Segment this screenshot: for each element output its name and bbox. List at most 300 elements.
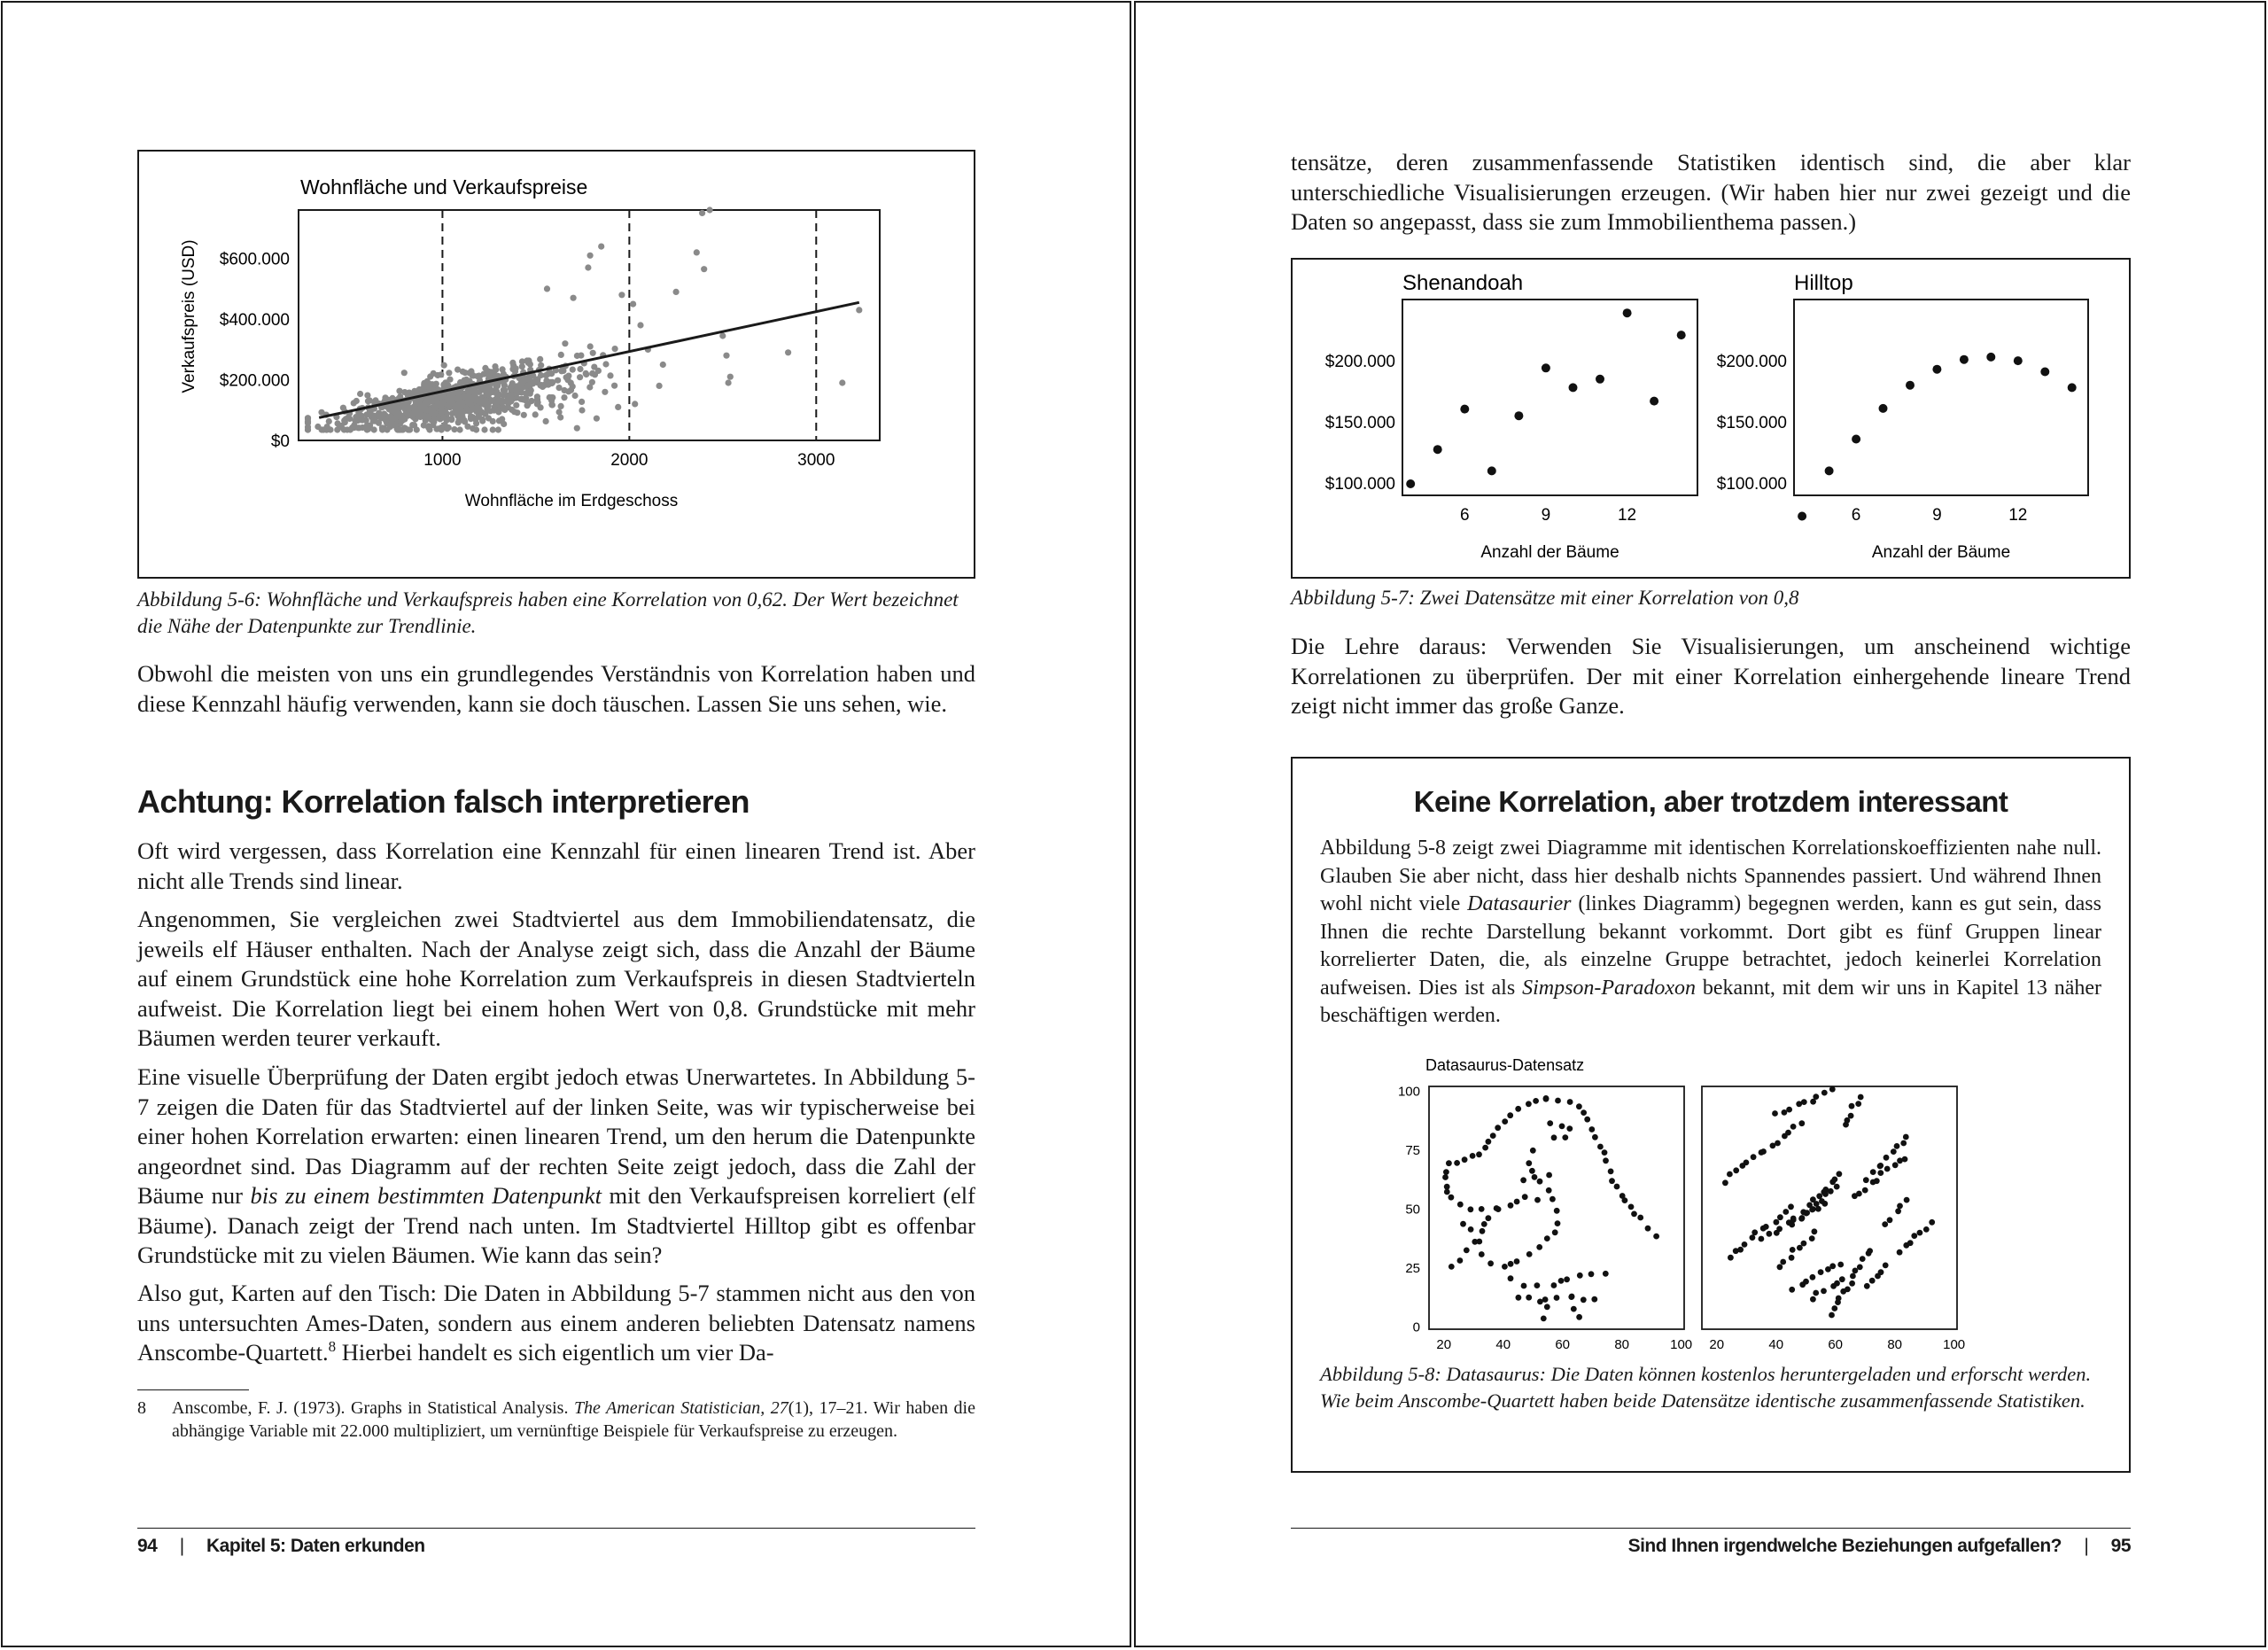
data-point — [509, 360, 516, 366]
data-point — [1487, 1260, 1494, 1266]
data-point — [470, 414, 476, 420]
data-point — [1468, 1206, 1474, 1212]
data-point — [450, 394, 456, 401]
data-point — [1547, 1120, 1553, 1126]
data-point — [1520, 1177, 1526, 1183]
data-point — [1470, 1153, 1476, 1159]
data-point — [544, 285, 550, 292]
y-tick-label: $200.000 — [219, 371, 290, 391]
data-point — [1790, 1247, 1796, 1253]
data-point — [1576, 1314, 1582, 1320]
data-point — [495, 409, 501, 415]
text-run: Abbildung 5-8 zeigt zwei Diagramme mit identischen Korrelationskoeffizienten nahe null. Glauben Sie aber nicht, dass hier deshalb nichts Spannendes passiert. Und während Ihnen wohl nicht viele — [1320, 837, 2101, 915]
data-point — [473, 420, 479, 426]
x-axis-label: Anzahl der Bäume — [1480, 543, 1619, 562]
data-point — [1727, 1171, 1733, 1178]
data-point — [1576, 1103, 1582, 1109]
data-point — [1801, 1099, 1807, 1105]
y-axis-label: Verkaufspreis (USD) — [180, 239, 198, 393]
data-point — [1780, 1259, 1786, 1265]
data-point — [568, 387, 574, 393]
y-tick-label: 100 — [1397, 1084, 1420, 1100]
chapter-title: Kapitel 5: Daten erkunden — [206, 1536, 425, 1556]
text-run: (1), 17–21. Wir haben die abhängige Variable mit 22.000 multipliziert, um vernünftige Beispiele für Verkaufspreise zu erzeugen. — [172, 1398, 975, 1441]
data-point — [532, 411, 539, 417]
data-point — [1581, 1109, 1587, 1116]
data-point — [491, 369, 497, 375]
data-point — [524, 376, 531, 382]
paragraph-lesson: Die Lehre daraus: Verwenden Sie Visualisierungen, um anscheinend wichtige Korrelationen zu überprüfen. Der mit einer Korrelation einhergehende lineare Trend zeigt nicht immer das große Ganze. — [1291, 633, 2131, 719]
x-tick-label: 12 — [2008, 506, 2028, 525]
data-point — [1831, 1305, 1837, 1311]
data-point — [585, 264, 591, 270]
data-point — [1602, 1149, 1608, 1156]
data-point — [1544, 1235, 1550, 1241]
data-point — [1442, 1174, 1449, 1180]
data-point — [1546, 1187, 1552, 1194]
data-point — [396, 388, 402, 394]
data-point — [455, 401, 462, 407]
data-point — [1550, 1196, 1556, 1202]
data-point — [1801, 1241, 1807, 1247]
data-point — [1858, 1094, 1864, 1101]
data-point — [719, 332, 726, 339]
data-point — [1836, 1296, 1842, 1302]
data-point — [1637, 1215, 1643, 1221]
data-point — [538, 362, 544, 369]
data-point — [1508, 1275, 1514, 1281]
data-point — [501, 392, 507, 398]
data-point — [522, 397, 528, 403]
data-point — [1460, 405, 1469, 414]
data-point — [1897, 1249, 1903, 1256]
data-point — [1750, 1234, 1756, 1241]
data-point — [1588, 1271, 1595, 1277]
data-point — [618, 292, 625, 298]
data-point — [1813, 1094, 1819, 1100]
data-point — [1444, 1184, 1450, 1190]
data-point — [1554, 1208, 1560, 1214]
data-point — [1494, 1205, 1500, 1211]
data-point — [1874, 1178, 1880, 1184]
data-point — [440, 415, 447, 421]
y-tick-label: $150.000 — [1324, 414, 1395, 433]
data-point — [1502, 1118, 1508, 1125]
data-point — [1486, 1139, 1492, 1145]
data-point — [1515, 1106, 1521, 1112]
data-point — [558, 352, 564, 358]
data-point — [1592, 1134, 1598, 1140]
data-point — [351, 400, 357, 406]
data-point — [435, 401, 441, 407]
data-point — [1960, 355, 1969, 364]
data-point — [589, 379, 595, 385]
data-point — [1487, 466, 1496, 475]
data-point — [472, 395, 478, 401]
data-point — [1863, 1177, 1869, 1183]
data-point — [471, 390, 478, 396]
data-point — [1799, 1215, 1806, 1221]
data-point — [431, 417, 437, 424]
data-point — [535, 400, 541, 406]
x-tick-label: 6 — [1459, 506, 1470, 525]
data-point — [699, 210, 705, 216]
data-point — [2068, 383, 2077, 392]
data-point — [1537, 1179, 1543, 1185]
emphasis: The American Statistician, 27 — [573, 1398, 788, 1418]
data-point — [1759, 1236, 1765, 1242]
data-point — [315, 424, 321, 430]
data-point — [1810, 1274, 1816, 1280]
data-point — [509, 366, 516, 372]
data-point — [1760, 1148, 1767, 1155]
data-point — [1603, 1271, 1609, 1277]
data-point — [1879, 404, 1888, 413]
data-point — [611, 383, 617, 389]
figure-5-6-chart — [139, 152, 974, 577]
plot-frame — [1702, 1086, 1957, 1329]
y-tick-label: $150.000 — [1716, 414, 1787, 433]
data-point — [528, 387, 534, 393]
data-point — [1776, 1226, 1783, 1232]
x-tick-label: 100 — [1943, 1337, 1966, 1350]
data-point — [386, 406, 392, 412]
data-point — [612, 346, 618, 352]
data-point — [1900, 1140, 1907, 1147]
data-point — [441, 362, 447, 369]
data-point — [482, 397, 488, 403]
data-point — [457, 426, 463, 432]
data-point — [1526, 1295, 1532, 1301]
data-point — [1786, 1107, 1792, 1113]
data-point — [1869, 1278, 1876, 1284]
data-point — [500, 404, 506, 410]
data-point — [1628, 1204, 1635, 1210]
data-point — [1809, 1207, 1815, 1213]
data-point — [1809, 1235, 1815, 1241]
data-point — [1597, 1144, 1604, 1150]
y-tick-label: $200.000 — [1324, 353, 1395, 372]
data-point — [447, 377, 453, 383]
x-tick-label: 80 — [1887, 1337, 1903, 1350]
data-point — [545, 371, 551, 377]
data-point — [1543, 1095, 1550, 1101]
data-point — [1559, 1124, 1565, 1130]
data-point — [1932, 365, 1941, 374]
data-point — [1887, 1217, 1893, 1223]
data-point — [561, 394, 567, 401]
figure-5-7 — [1291, 258, 2131, 579]
data-point — [1502, 1264, 1508, 1270]
data-point — [1522, 1194, 1528, 1200]
section-heading: Achtung: Korrelation falsch interpretieren — [137, 783, 750, 820]
data-point — [440, 400, 447, 406]
data-point — [1551, 1134, 1557, 1140]
data-point — [1541, 1316, 1547, 1322]
data-point — [574, 425, 580, 432]
sidebar-title: Keine Korrelation, aber trotzdem interessant — [1413, 785, 2008, 818]
data-point — [1481, 1221, 1487, 1227]
paragraph-intro: Obwohl die meisten von uns ein grundlegendes Verständnis von Korrelation haben und diese Kennzahl häufig verwenden, kann sie doch täuschen. Lassen Sie uns sehen, wie. — [137, 660, 975, 717]
data-point — [1839, 1276, 1845, 1282]
data-point — [1829, 1263, 1836, 1269]
data-point — [1864, 1283, 1870, 1289]
data-point — [421, 385, 427, 391]
data-point — [1774, 1219, 1780, 1226]
data-point — [519, 363, 525, 370]
data-point — [357, 391, 363, 397]
data-point — [379, 426, 385, 432]
x-tick-label: 60 — [1828, 1337, 1844, 1350]
data-point — [557, 414, 563, 420]
data-point — [432, 410, 439, 416]
x-tick-label: 20 — [1709, 1337, 1725, 1350]
data-point — [1514, 1258, 1520, 1265]
data-point — [1897, 1203, 1903, 1210]
data-point — [1904, 1197, 1910, 1203]
data-point — [383, 417, 389, 424]
data-point — [1733, 1167, 1739, 1173]
data-point — [1929, 1219, 1935, 1226]
data-point — [1677, 331, 1686, 339]
data-point — [543, 418, 549, 424]
data-point — [1917, 1230, 1923, 1236]
data-point — [543, 377, 549, 384]
data-point — [579, 407, 585, 413]
data-point — [1406, 479, 1415, 488]
data-point — [1837, 1262, 1844, 1268]
data-point — [455, 419, 462, 425]
data-point — [1906, 381, 1915, 390]
data-point — [2014, 356, 2023, 365]
data-point — [1849, 1280, 1855, 1287]
data-point — [500, 366, 506, 372]
data-point — [1848, 1113, 1854, 1119]
data-point — [589, 370, 595, 377]
footnote-number: 8 — [137, 1398, 146, 1418]
data-point — [1829, 1086, 1836, 1093]
data-point — [1870, 1169, 1876, 1175]
running-head: Sind Ihnen irgendwelche Beziehungen aufgefallen? — [1627, 1536, 2062, 1556]
data-point — [476, 414, 482, 420]
data-point — [1834, 1280, 1840, 1287]
footnote-text — [172, 1397, 975, 1443]
data-point — [462, 370, 468, 376]
data-point — [376, 420, 382, 426]
data-point — [1650, 397, 1658, 406]
x-tick-label: 6 — [1851, 506, 1861, 525]
data-point — [1482, 1145, 1488, 1151]
data-point — [1790, 1124, 1797, 1130]
data-point — [1584, 1117, 1590, 1123]
data-point — [1567, 1099, 1573, 1105]
data-point — [637, 322, 643, 328]
data-point — [1526, 1101, 1532, 1107]
data-point — [474, 404, 480, 410]
data-point — [490, 426, 496, 432]
data-point — [1789, 1222, 1795, 1228]
data-point — [630, 301, 636, 307]
data-point — [1577, 1273, 1583, 1279]
data-point — [424, 378, 431, 385]
data-point — [1544, 1304, 1550, 1310]
data-point — [1609, 1178, 1615, 1184]
y-tick-label: 25 — [1405, 1260, 1420, 1276]
data-point — [1449, 1195, 1455, 1201]
data-point — [531, 379, 537, 385]
data-point — [1537, 1299, 1543, 1305]
data-point — [1490, 1132, 1496, 1139]
data-point — [1819, 1198, 1825, 1204]
data-point — [590, 350, 596, 356]
data-point — [1433, 445, 1442, 454]
data-point — [1883, 1263, 1889, 1269]
data-point — [548, 394, 555, 401]
sidebar-box — [1291, 757, 2131, 1473]
data-point — [632, 401, 638, 407]
text-run: bekannt, mit dem wir uns in Kapitel 13 näher beschäftigen werden. — [1320, 976, 2102, 1027]
emphasis: bis zu einem bestimmten Datenpunkt — [250, 1182, 602, 1209]
data-point — [1521, 1283, 1527, 1289]
data-point — [1480, 1228, 1486, 1234]
data-point — [1803, 1279, 1809, 1285]
data-point — [1814, 1201, 1820, 1207]
figure-5-7-chart — [1293, 260, 2129, 577]
data-point — [1476, 1151, 1482, 1157]
data-point — [1777, 1214, 1783, 1220]
data-point — [707, 206, 713, 213]
data-point — [423, 408, 429, 414]
data-point — [1850, 1273, 1856, 1280]
data-point — [1810, 1296, 1816, 1303]
data-point — [490, 418, 496, 424]
data-point — [701, 266, 707, 272]
footer-rule-left — [137, 1528, 975, 1529]
data-point — [1608, 1169, 1614, 1175]
data-point — [1818, 1269, 1824, 1275]
figure-5-6-caption: Abbildung 5-6: Wohnfläche und Verkaufspreis haben eine Korrelation von 0,62. Der Wert bezeichnet die Nähe der Datenpunkte zur Trendlinie. — [137, 588, 959, 637]
data-point — [1534, 1197, 1541, 1203]
data-point — [1722, 1179, 1728, 1186]
data-point — [355, 424, 361, 431]
data-point — [1849, 1103, 1855, 1109]
data-point — [1534, 1282, 1541, 1288]
x-tick-label: 12 — [1617, 506, 1637, 525]
footer-separator: | — [179, 1536, 184, 1556]
data-point — [1529, 1168, 1535, 1174]
data-point — [1862, 1187, 1868, 1194]
data-point — [482, 365, 488, 371]
data-point — [1546, 1172, 1552, 1179]
data-point — [1552, 1229, 1558, 1235]
x-tick-label: 80 — [1614, 1337, 1630, 1350]
data-point — [1986, 353, 1995, 362]
data-point — [525, 360, 532, 366]
data-point — [1785, 1130, 1791, 1136]
data-point — [1581, 1296, 1587, 1303]
data-point — [426, 385, 432, 391]
footer-separator: | — [2084, 1536, 2089, 1556]
data-point — [577, 374, 583, 380]
data-point — [1516, 1295, 1522, 1301]
data-point — [1744, 1160, 1750, 1166]
y-tick-label: $0 — [270, 432, 290, 451]
data-point — [444, 425, 450, 432]
data-point — [1856, 1191, 1862, 1197]
y-tick-label: $200.000 — [1716, 353, 1787, 372]
data-point — [508, 384, 514, 390]
data-point — [1588, 1126, 1595, 1132]
data-point — [1923, 1226, 1930, 1233]
text-run: Eine visuelle Überprüfung der Daten ergibt jedoch etwas Unerwartetes. In Abbildung 5-7 zeigen die Daten für das Stadtviertel auf der linken Seite, was wir typischerweise bei einer hohen Korrelation erwarten: einen linearen Trend, um den herum die Datenpunkte angeordnet sind. Das Diagramm auf der rechten Seite zeigt jedoch, dass die Zahl der Bäume nur — [137, 1063, 975, 1209]
data-point — [1614, 1184, 1620, 1190]
data-point — [1798, 1120, 1805, 1126]
data-point — [602, 389, 608, 395]
data-point — [583, 370, 589, 377]
data-point — [1495, 1125, 1501, 1131]
footer-right — [1628, 1536, 2131, 1557]
figure-5-8-caption: Abbildung 5-8: Datasaurus: Die Daten können kostenlos heruntergeladen und erforscht werden. Wie beim Anscombe-Quartett haben beide Datensätze identische zusammenfassende Statistiken. — [1320, 1363, 2092, 1412]
data-point — [511, 409, 517, 415]
data-point — [1464, 1248, 1470, 1254]
data-point — [579, 399, 585, 405]
data-point — [1845, 1287, 1851, 1293]
data-point — [461, 393, 467, 400]
data-point — [305, 426, 311, 432]
page-number: 94 — [137, 1536, 158, 1556]
paragraph-anscombe — [137, 1279, 975, 1368]
data-point — [1568, 1294, 1574, 1300]
data-point — [785, 349, 791, 355]
data-point — [1789, 1287, 1795, 1293]
footnote-ref[interactable]: 8 — [328, 1338, 337, 1355]
data-point — [451, 426, 457, 432]
data-point — [1857, 1265, 1863, 1271]
data-point — [1555, 1098, 1561, 1104]
data-point — [1737, 1247, 1744, 1253]
data-point — [1855, 1101, 1861, 1107]
text-run: mit den Verkaufspreisen korreliert (elf Bäume). Danach zeigt der Trend nach unten. Im Stadtviertel Hilltop gibt es offenbar Grundstücke mit zu vielen Bäumen. Wie kann das sein? — [137, 1182, 975, 1268]
data-point — [562, 340, 568, 346]
data-point — [1468, 1226, 1474, 1233]
data-point — [1828, 1188, 1834, 1195]
data-point — [400, 426, 406, 432]
data-point — [587, 343, 594, 349]
x-tick-label: 2000 — [610, 451, 649, 470]
data-point — [1533, 1098, 1539, 1104]
data-point — [412, 404, 418, 410]
data-point — [1508, 1261, 1514, 1267]
data-point — [1788, 1203, 1794, 1210]
data-point — [1536, 1244, 1542, 1250]
data-point — [556, 385, 563, 391]
y-tick-label: 75 — [1405, 1142, 1420, 1158]
data-point — [1892, 1162, 1899, 1168]
data-point — [1877, 1170, 1884, 1176]
data-point — [446, 402, 452, 409]
y-tick-label: $100.000 — [1324, 475, 1395, 494]
data-point — [1653, 1234, 1659, 1240]
data-point — [1514, 411, 1523, 420]
y-tick-label: $400.000 — [219, 311, 290, 331]
paragraph-example: Angenommen, Sie vergleichen zwei Stadtviertel aus dem Immobiliendatensatz, die jeweils elf Häuser enthalten. Nach der Analyse zeigt sich, dass die Anzahl der Bäume auf einem Grundstück eine hohe Korrelation zum Verkaufspreis in diesen Stadtvierteln aufweist. Die Korrelation liegt bei einem hohen Wert von 0,8. Grundstücke mit mehr Bäumen werden teurer verkauft. — [137, 906, 975, 1051]
panel-title: Datasaurus-Datensatz — [1425, 1056, 1585, 1074]
data-point — [1763, 1224, 1769, 1230]
data-point — [1775, 1140, 1781, 1147]
sidebar-text — [1320, 835, 2101, 1031]
data-point — [513, 402, 519, 409]
data-point — [1800, 1209, 1806, 1215]
